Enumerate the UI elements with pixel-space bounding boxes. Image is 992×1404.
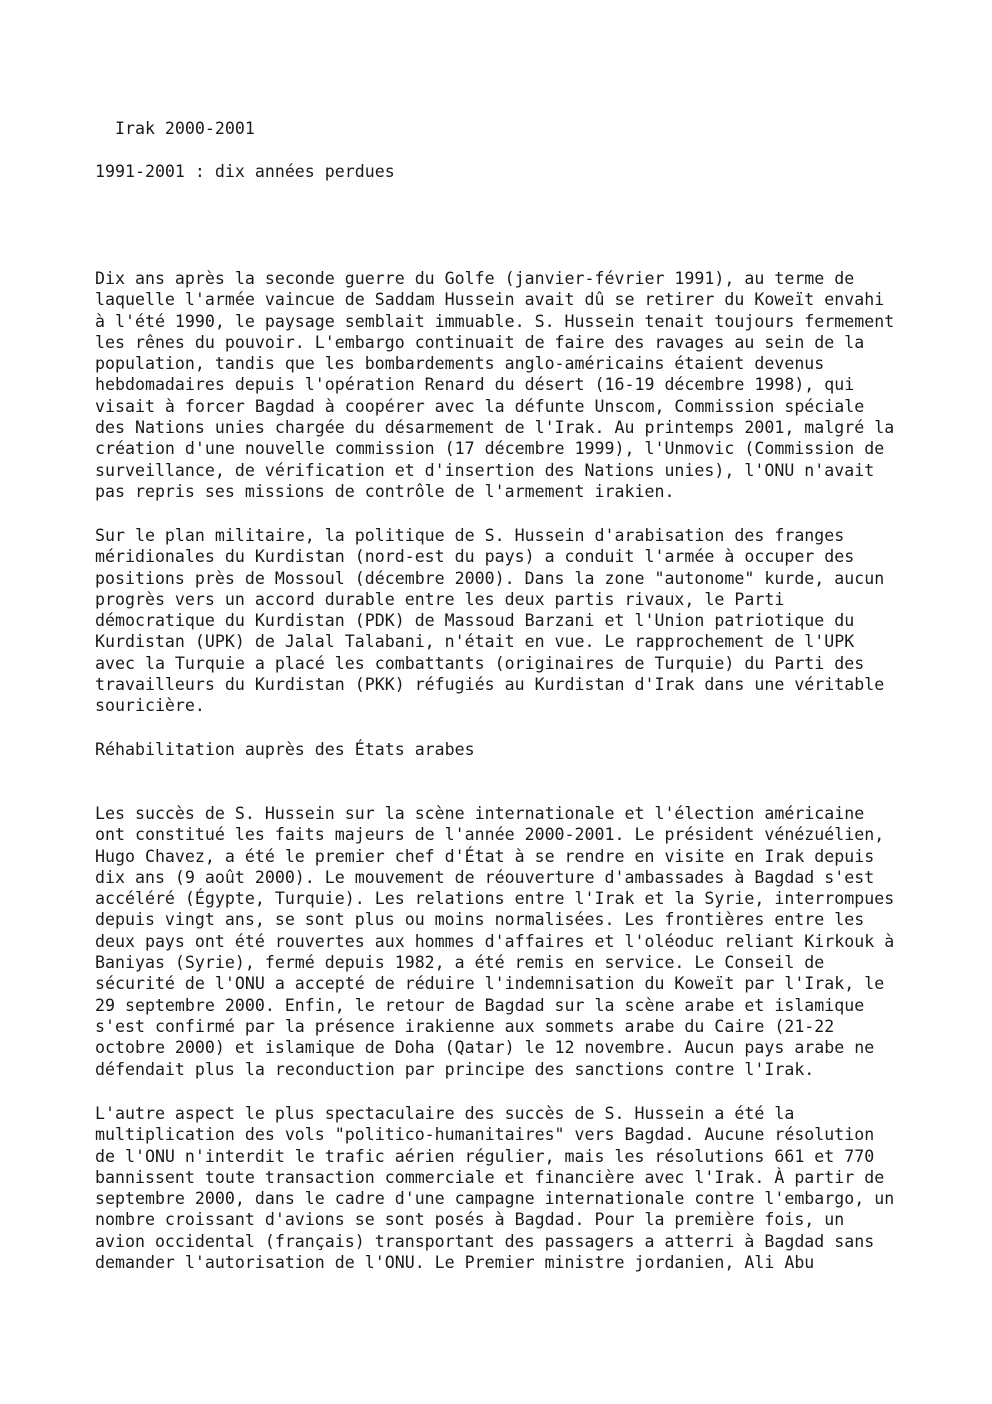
text-line: Hugo Chavez, a été le premier chef d'État à se rendre en visite en Irak depuis [95, 846, 875, 866]
text-line: méridionales du Kurdistan (nord-est du pays) a conduit l'armée à occuper des [95, 547, 855, 567]
text-line: à l'été 1990, le paysage semblait immuable. S. Hussein tenait toujours fermement [95, 311, 895, 331]
text-line: Sur le plan militaire, la politique de S. Hussein d'arabisation des franges [95, 526, 845, 545]
text-line: population, tandis que les bombardements anglo-américains étaient devenus [95, 354, 825, 374]
text-line: s'est confirmé par la présence irakienne aux sommets arabe du Caire (21-22 [95, 1016, 835, 1036]
text-line: création d'une nouvelle commission (17 décembre 1999), l'Unmovic (Commission de [95, 439, 885, 459]
text-line: pas repris ses missions de contrôle de l'armement irakien. [95, 481, 675, 501]
text-line: multiplication des vols "politico-humanitaires" vers Bagdad. Aucune résolution [95, 1125, 875, 1145]
text-line: Kurdistan (UPK) de Jalal Talabani, n'était en vue. Le rapprochement de l'UPK [95, 632, 855, 652]
text-line: des Nations unies chargée du désarmement de l'Irak. Au printemps 2001, malgré la [95, 418, 895, 438]
text-line: démocratique du Kurdistan (PDK) de Massoud Barzani et l'Union patriotique du [95, 611, 855, 631]
text-line: L'autre aspect le plus spectaculaire des succès de S. Hussein a été la [95, 1104, 795, 1123]
text-line: demander l'autorisation de l'ONU. Le Premier ministre jordanien, Ali Abu [95, 1253, 815, 1273]
text-line: visait à forcer Bagdad à coopérer avec la défunte Unscom, Commission spéciale [95, 396, 865, 416]
text-line: octobre 2000) et islamique de Doha (Qatar) le 12 novembre. Aucun pays arabe ne [95, 1038, 875, 1058]
text-line: nombre croissant d'avions se sont posés à Bagdad. Pour la première fois, un [95, 1210, 845, 1230]
section-heading: Réhabilitation auprès des États arabes [95, 740, 475, 759]
document-title: Irak 2000-2001 [95, 119, 255, 138]
text-line: avion occidental (français) transportant des passagers a atterri à Bagdad sans [95, 1231, 875, 1251]
text-line: deux pays ont été rouvertes aux hommes d'affaires et l'oléoduc reliant Kirkouk à [95, 931, 895, 951]
text-line: dix ans (9 août 2000). Le mouvement de réouverture d'ambassades à Bagdad s'est [95, 867, 875, 887]
text-line: surveillance, de vérification et d'insertion des Nations unies), l'ONU n'avait [95, 460, 875, 480]
text-line: septembre 2000, dans le cadre d'une campagne internationale contre l'embargo, un [95, 1189, 895, 1209]
text-line: souricière. [95, 696, 205, 716]
text-line: laquelle l'armée vaincue de Saddam Hussein avait dû se retirer du Koweït envahi [95, 290, 885, 310]
paragraph-2 [95, 525, 915, 717]
paragraph-1 [95, 268, 915, 502]
text-line: accéléré (Égypte, Turquie). Les relations entre l'Irak et la Syrie, interrompues [95, 889, 895, 909]
text-line: ont constitué les faits majeurs de l'année 2000-2001. Le président vénézuélien, [95, 825, 885, 845]
text-line: hebdomadaires depuis l'opération Renard du désert (16-19 décembre 1998), qui [95, 375, 855, 395]
text-line: progrès vers un accord durable entre les deux partis rivaux, le Parti [95, 589, 785, 609]
text-line: Baniyas (Syrie), fermé depuis 1982, a été remis en service. Le Conseil de [95, 953, 825, 973]
text-line: Dix ans après la seconde guerre du Golfe (janvier-février 1991), au terme de [95, 269, 855, 288]
text-line: 29 septembre 2000. Enfin, le retour de Bagdad sur la scène arabe et islamique [95, 995, 865, 1015]
text-line: Les succès de S. Hussein sur la scène internationale et l'élection américaine [95, 804, 865, 823]
text-line: sécurité de l'ONU a accepté de réduire l'indemnisation du Koweït par l'Irak, le [95, 974, 885, 994]
text-line: défendait plus la reconduction par principe des sanctions contre l'Irak. [95, 1059, 815, 1079]
text-line: positions près de Mossoul (décembre 2000). Dans la zone "autonome" kurde, aucun [95, 568, 885, 588]
text-line: de l'ONU n'interdit le trafic aérien régulier, mais les résolutions 661 et 770 [95, 1146, 875, 1166]
document-subtitle: 1991-2001 : dix années perdues [95, 162, 395, 181]
text-line: avec la Turquie a placé les combattants (originaires de Turquie) du Parti des [95, 653, 865, 673]
text-line: depuis vingt ans, se sont plus ou moins normalisées. Les frontières entre les [95, 910, 865, 930]
text-line: les rênes du pouvoir. L'embargo continuait de faire des ravages au sein de la [95, 332, 865, 352]
paragraph-4 [95, 1103, 915, 1273]
text-line: travailleurs du Kurdistan (PKK) réfugiés au Kurdistan d'Irak dans une véritable [95, 675, 885, 695]
text-line: bannissent toute transaction commerciale et financière avec l'Irak. À partir de [95, 1167, 885, 1187]
paragraph-3 [95, 803, 915, 1080]
